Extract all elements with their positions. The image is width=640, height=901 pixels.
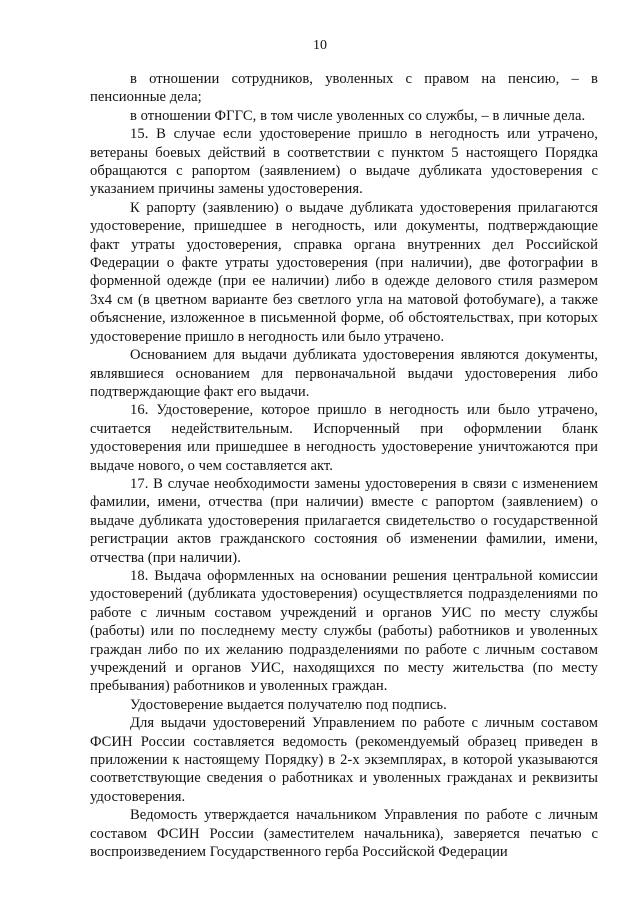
page-number: 10: [313, 38, 327, 53]
paragraph-10: Для выдачи удостоверений Управлением по работе с личным составом ФСИН России составляется ведомость (рекомендуемый образец приведен в приложении к настоящему Порядку) в 2-х экземплярах, в которой указываются соответствующие сведения о работниках и уволенных гражданах и реквизиты удостоверения.: [90, 715, 598, 805]
document-body: [90, 70, 598, 861]
paragraph-2: в отношении ФГГС, в том числе уволенных со службы, – в личные дела.: [130, 107, 586, 124]
paragraph-8: 18. Выдача оформленных на основании решения центральной комиссии удостоверений (дубликата удостоверения) осуществляется подразделениями по работе с личным составом учреждений и органов УИС по месту службы (работы) или по последнему месту службы (работы) работников и уволенных граждан либо по их желанию подразделениями по работе с личным составом учреждений и органов УИС, находящихся по месту жительства (по месту пребывания) работников и уволенных граждан.: [90, 567, 598, 695]
paragraph-6: 16. Удостоверение, которое пришло в негодность или было утрачено, считается недействительным. Испорченный при оформлении бланк удостоверения или пришедшее в негодность удостоверение уничтожаются при выдаче нового, о чем составляется акт.: [90, 402, 598, 474]
paragraph-3: 15. В случае если удостоверение пришло в негодность или утрачено, ветераны боевых действий в соответствии с пунктом 5 настоящего Порядка обращаются с рапортом (заявлением) о выдаче дубликата удостоверения с указанием причины замены удостоверения.: [90, 126, 598, 198]
paragraph-4: К рапорту (заявлению) о выдаче дубликата удостоверения прилагаются удостоверение, пришедшее в негодность, или документы, подтверждающие факт утраты удостоверения, справка органа внутренних дел Российской Федерации о факте утраты удостоверения (при наличии), две фотографии в форменной одежде (при ее наличии) либо в одежде делового стиля размером 3x4 см (в цветном варианте без светлого угла на матовой фотобумаге), а также объяснение, изложенное в письменной форме, об обстоятельствах, при которых удостоверение пришло в негодность или было утрачено.: [90, 199, 598, 345]
paragraph-1: в отношении сотрудников, уволенных с правом на пенсию, – в пенсионные дела;: [90, 71, 598, 106]
paragraph-11: Ведомость утверждается начальником Управления по работе с личным составом ФСИН России (заместителем начальника), заверяется печатью с воспроизведением Государственного герба Российской Федерации: [90, 807, 598, 861]
paragraph-9: Удостоверение выдается получателю под подпись.: [130, 696, 447, 713]
paragraph-7: 17. В случае необходимости замены удостоверения в связи с изменением фамилии, имени, отчества (при наличии) вместе с рапортом (заявлением) о выдаче дубликата удостоверения прилагается свидетельство о государственной регистрации актов гражданского состояния об изменении фамилии, имени, отчества (при наличии).: [90, 475, 598, 566]
paragraph-5: Основанием для выдачи дубликата удостоверения являются документы, являвшиеся основанием для первоначальной выдачи удостоверения либо подтверждающие факт его выдачи.: [90, 347, 598, 400]
